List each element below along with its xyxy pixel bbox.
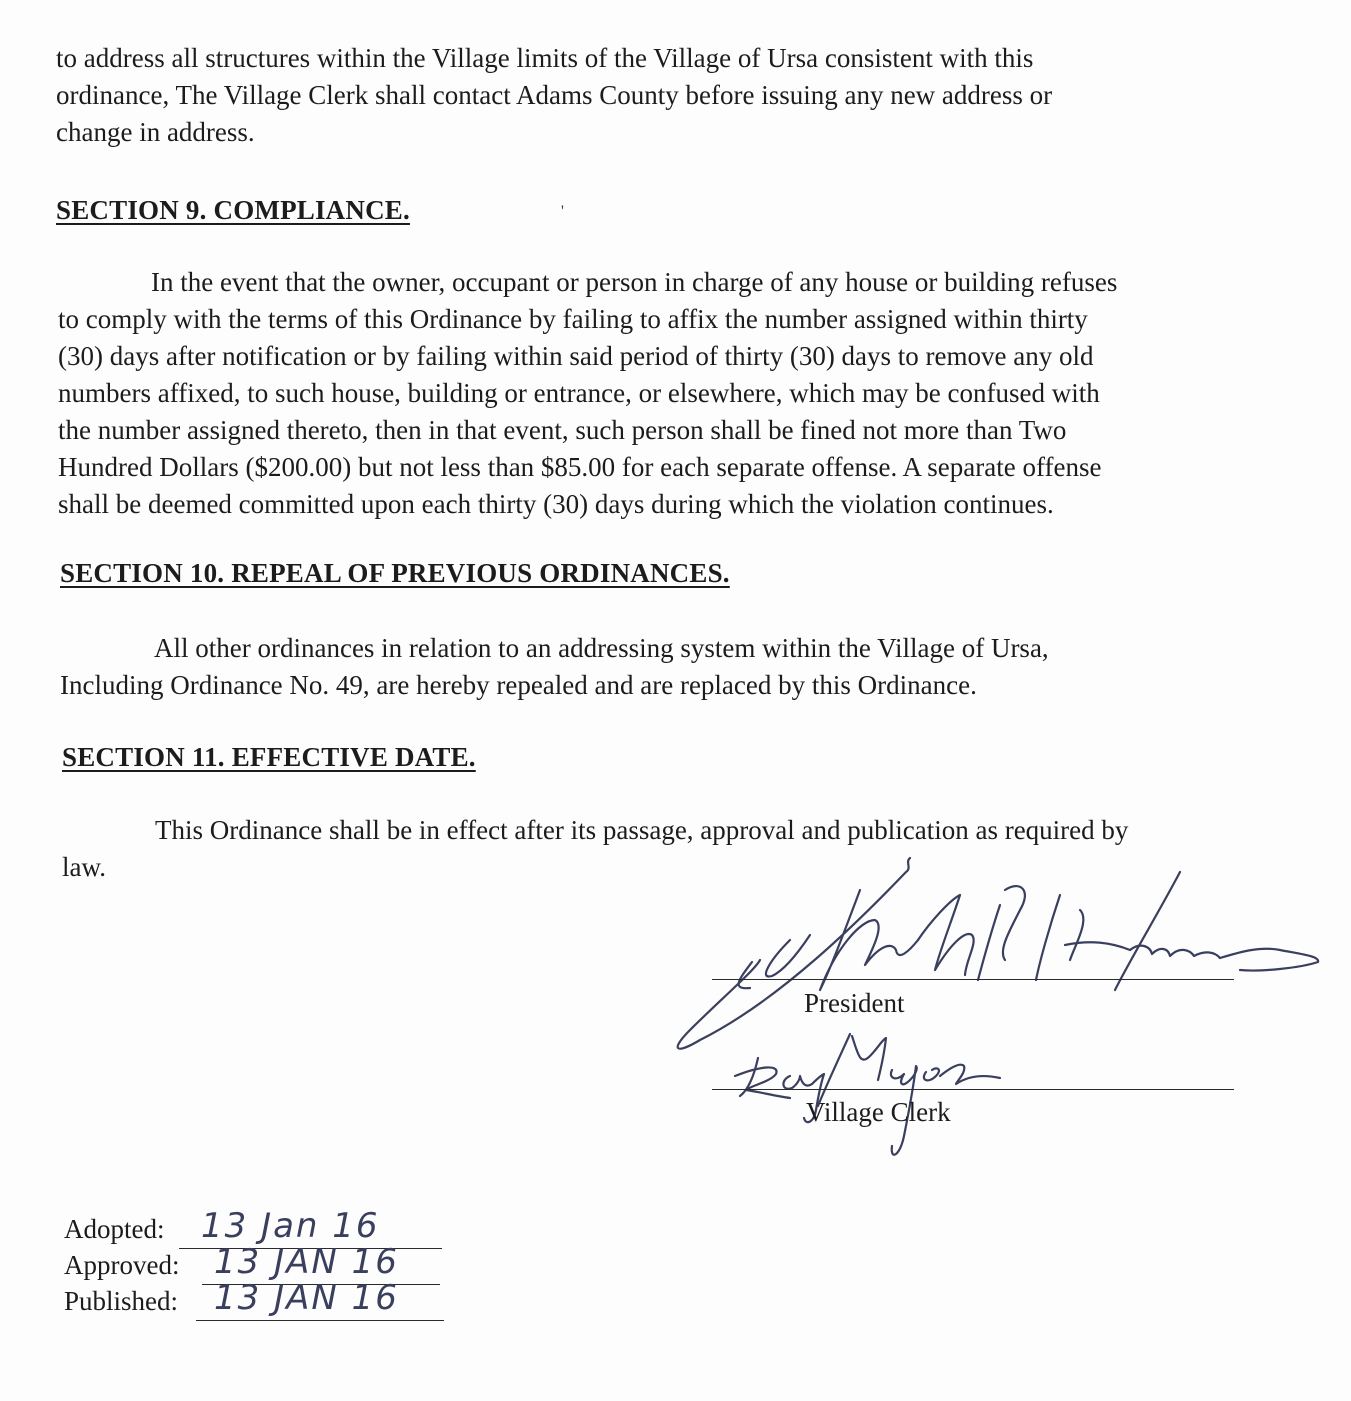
approved-label: Approved: <box>64 1250 180 1280</box>
intro-line: to address all structures within the Village limits of the Village of Ursa consistent with this <box>56 43 1034 73</box>
section-9-paragraph <box>58 264 1117 523</box>
section-9-line: shall be deemed committed upon each thirty (30) days during which the violation continues. <box>58 489 1054 519</box>
president-signature-line <box>712 979 1234 980</box>
approved-handwritten-date: 13 JAN 16 <box>214 1242 399 1282</box>
adopted-label: Adopted: <box>64 1214 165 1244</box>
section-9-line: In the event that the owner, occupant or person in charge of any house or building refuses <box>151 267 1118 297</box>
clerk-signature-strokes <box>735 1034 1000 1155</box>
section-10-line: All other ordinances in relation to an addressing system within the Village of Ursa, <box>154 633 1049 663</box>
section-11-line: This Ordinance shall be in effect after its passage, approval and publication as required by <box>155 815 1129 845</box>
intro-paragraph <box>56 40 1052 151</box>
section-9-line: to comply with the terms of this Ordinance by failing to affix the number assigned within thirty <box>58 304 1088 334</box>
published-label: Published: <box>64 1286 179 1316</box>
adopted-handwritten-date: 13 Jan 16 <box>201 1206 380 1246</box>
clerk-label: Village Clerk <box>806 1097 951 1127</box>
section-9-line: Hundred Dollars ($200.00) but not less than $85.00 for each separate offense. A separate offense <box>58 452 1102 482</box>
adopted-row <box>64 1206 380 1250</box>
clerk-signature-line <box>712 1089 1234 1090</box>
section-9-line: the number assigned thereto, then in that event, such person shall be fined not more than Two <box>58 415 1067 445</box>
section-10-line: Including Ordinance No. 49, are hereby repealed and are replaced by this Ordinance. <box>60 670 977 700</box>
section-9-line: (30) days after notification or by failing within said period of thirty (30) days to remove any old <box>58 341 1094 371</box>
president-label: President <box>804 988 905 1018</box>
president-signature-strokes <box>678 858 1318 1049</box>
section-10-heading: SECTION 10. REPEAL OF PREVIOUS ORDINANCES. <box>60 558 730 588</box>
published-handwritten-date: 13 JAN 16 <box>214 1278 399 1318</box>
scan-speck: ' <box>561 203 564 220</box>
clerk-signature <box>720 1026 1040 1166</box>
intro-line: ordinance, The Village Clerk shall contact Adams County before issuing any new address or <box>56 80 1053 110</box>
section-10-paragraph <box>60 630 1049 704</box>
section-9-line: numbers affixed, to such house, building or entrance, or elsewhere, which may be confused with <box>58 378 1100 408</box>
published-row <box>64 1278 399 1322</box>
intro-line: change in address. <box>56 117 255 147</box>
section-9-heading: SECTION 9. COMPLIANCE. <box>56 195 410 225</box>
section-11-line: law. <box>62 852 106 882</box>
approved-row <box>64 1242 399 1286</box>
section-11-heading: SECTION 11. EFFECTIVE DATE. <box>62 742 476 772</box>
published-field <box>196 1278 444 1321</box>
